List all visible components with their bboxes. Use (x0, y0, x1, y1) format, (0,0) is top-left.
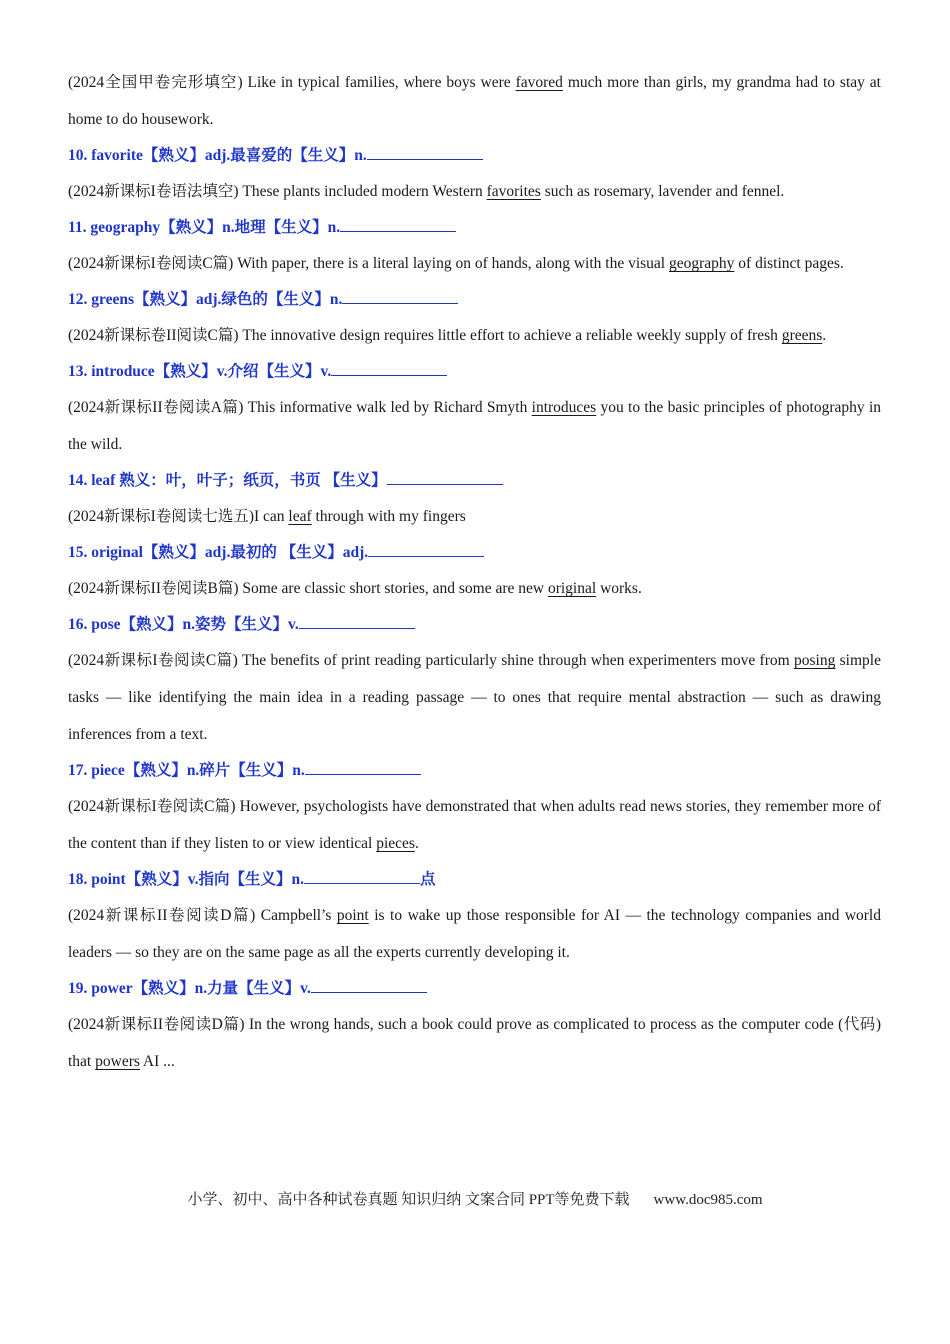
example-sentence (68, 1006, 881, 1080)
example-text: you to the basic principles of photography in the wild. (68, 399, 881, 453)
entry-heading-tail: 点 (419, 871, 436, 888)
entry-heading (68, 862, 881, 897)
underlined-word: geography (668, 255, 735, 272)
intro-paragraph (68, 64, 881, 138)
entry-heading-text: 13. introduce【熟义】v.介绍【生义】v. (68, 363, 332, 380)
entry-heading (68, 210, 881, 245)
example-text: (2024新课标I卷阅读七选五)I can (68, 508, 289, 525)
example-sentence (68, 173, 881, 210)
example-text: of distinct pages. (734, 255, 844, 272)
entry-heading-text: 14. leaf 熟义：叶，叶子；纸页，书页 【生义】 (68, 472, 387, 489)
answer-blank (304, 869, 420, 884)
entry-heading-text: 12. greens【熟义】adj.绿色的【生义】n. (68, 291, 343, 308)
underlined-word: favored (515, 74, 563, 91)
underlined-word: posing (793, 652, 836, 669)
example-sentence (68, 570, 881, 607)
answer-blank (368, 542, 484, 557)
example-text: much more than girls, my grandma had to stay at home to do housework. (68, 74, 881, 128)
answer-blank (311, 978, 427, 993)
example-text: (2024新课标卷II阅读C篇) The innovative design requires little effort to achieve a reliable weekly supply of fresh (68, 327, 782, 344)
example-sentence (68, 788, 881, 862)
entry-heading-text: 16. pose【熟义】n.姿势【生义】v. (68, 616, 299, 633)
example-sentence (68, 317, 881, 354)
vocabulary-entry-list (68, 138, 881, 1080)
underlined-word: powers (95, 1053, 140, 1070)
example-text: (2024全国甲卷完形填空) Like in typical families, where boys were (68, 74, 516, 91)
example-text: simple tasks — like identifying the main idea in a reading passage — to ones that require mental abstraction — such as drawing inferences from a text. (68, 652, 881, 743)
entry-heading (68, 354, 881, 389)
example-text: (2024新课标I卷阅读C篇) The benefits of print reading particularly shine through when experimenters move from (68, 652, 794, 669)
underlined-word: favorites (486, 183, 541, 200)
example-text: such as rosemary, lavender and fennel. (540, 183, 785, 200)
example-text: (2024新课标II卷阅读D篇) In the wrong hands, such a book could prove as complicated to process as the computer code (代码) that (68, 1016, 881, 1070)
entry-heading (68, 607, 881, 642)
example-text: (2024新课标I卷阅读C篇) With paper, there is a literal laying on of hands, along with the visual (68, 255, 669, 272)
example-sentence (68, 642, 881, 753)
entry-heading-text: 19. power【熟义】n.力量【生义】v. (68, 980, 311, 997)
answer-blank (299, 614, 415, 629)
entry-heading (68, 463, 881, 498)
example-text: through with my fingers (311, 508, 466, 525)
answer-blank (305, 760, 421, 775)
entry-heading-text: 17. piece【熟义】n.碎片【生义】n. (68, 762, 305, 779)
example-text: (2024新课标I卷阅读C篇) However, psychologists have demonstrated that when adults read news stories, they remember more of the content than if they listen to or view identical (68, 798, 881, 852)
entry-heading (68, 138, 881, 173)
underlined-word: point (336, 907, 369, 924)
answer-blank (331, 361, 447, 376)
entry-heading-text: 15. original【熟义】adj.最初的 【生义】adj. (68, 544, 369, 561)
underlined-word: leaf (288, 508, 312, 525)
underlined-word: pieces (376, 835, 415, 852)
entry-heading (68, 282, 881, 317)
underlined-word: greens (781, 327, 823, 344)
entry-heading (68, 535, 881, 570)
underlined-word: introduces (531, 399, 597, 416)
example-text: . (414, 835, 419, 852)
example-sentence (68, 498, 881, 535)
entry-heading-text: 11. geography【熟义】n.地理【生义】n. (68, 219, 341, 236)
footer-url: www.doc985.com (653, 1192, 763, 1208)
answer-blank (367, 145, 483, 160)
answer-blank (387, 470, 503, 485)
example-text: is to wake up those responsible for AI — the technology companies and world leaders — so they are on the same page as all the experts currently developing it. (68, 907, 881, 961)
example-text: (2024新课标I卷语法填空) These plants included modern Western (68, 183, 487, 200)
example-text: AI ... (139, 1053, 175, 1070)
example-text: . (822, 327, 827, 344)
example-sentence (68, 389, 881, 463)
page-footer (0, 1188, 950, 1209)
example-text: (2024新课标II卷阅读A篇) This informative walk led by Richard Smyth (68, 399, 532, 416)
example-text: works. (596, 580, 642, 597)
entry-heading-text: 10. favorite【熟义】adj.最喜爱的【生义】n. (68, 147, 367, 164)
example-text: (2024新课标II卷阅读D篇) Campbell’s (68, 907, 337, 924)
entry-heading (68, 753, 881, 788)
footer-text: 小学、初中、高中各种试卷真题 知识归纳 文案合同 PPT等免费下载 (187, 1192, 630, 1208)
example-sentence (68, 245, 881, 282)
document-body (68, 64, 881, 1080)
example-sentence (68, 897, 881, 971)
entry-heading (68, 971, 881, 1006)
answer-blank (342, 289, 458, 304)
example-text: (2024新课标II卷阅读B篇) Some are classic short stories, and some are new (68, 580, 548, 597)
entry-heading-text: 18. point【熟义】v.指向【生义】n. (68, 871, 304, 888)
underlined-word: original (547, 580, 597, 597)
answer-blank (340, 217, 456, 232)
